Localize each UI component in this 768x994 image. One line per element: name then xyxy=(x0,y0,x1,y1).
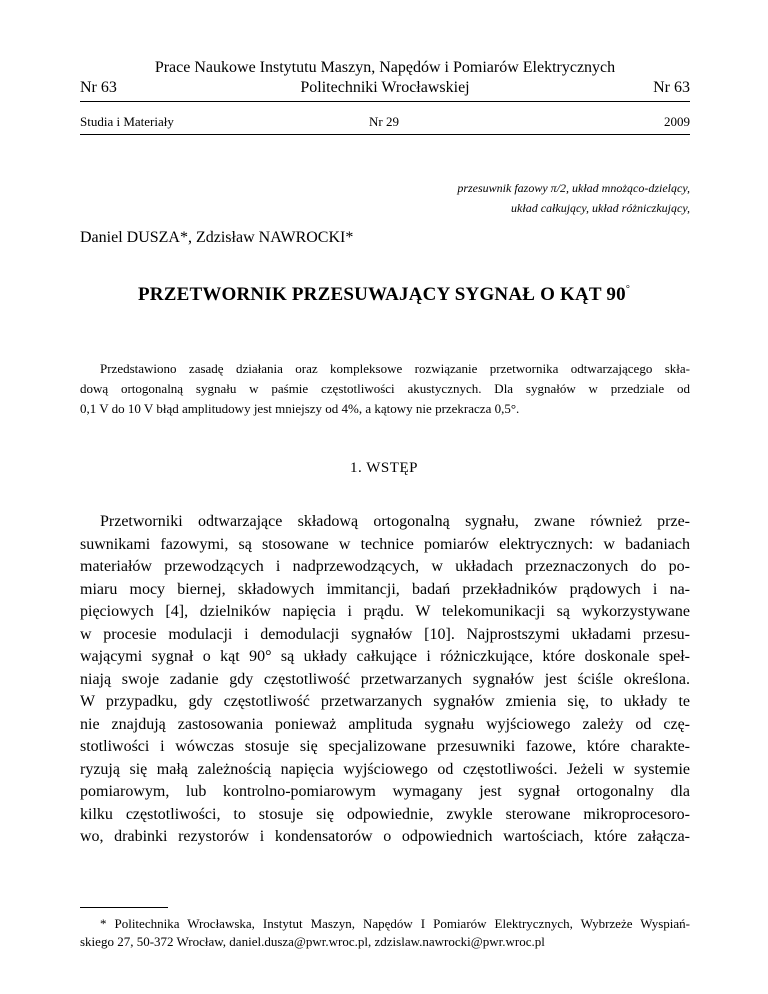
section-heading: 1. WSTĘP xyxy=(350,460,418,476)
body-line: Przetworniki odtwarzające składową ortogonalną sygnału, zwane również prze- xyxy=(100,513,690,530)
paper-title-text: PRZETWORNIK PRZESUWAJĄCY SYGNAŁ O KĄT 90 xyxy=(137,284,626,305)
body-line: wającymi sygnał o kąt 90° są układy całkujące i różniczkujące, które doskonale speł- xyxy=(80,648,690,665)
publication-year: 2009 xyxy=(664,114,690,129)
abstract-line: dową ortogonalną sygnału w paśmie częstotliwości akustycznych. Dla sygnałów w przedziale od xyxy=(80,381,690,396)
journal-title-line1: Prace Naukowe Instytutu Maszyn, Napędów i Pomiarów Elektrycznych xyxy=(154,59,616,76)
abstract-line: 0,1 V do 10 V błąd amplitudowy jest mniejszy od 4%, a kątowy nie przekracza 0,5°. xyxy=(80,401,520,416)
body-line: nie znajdują zastosowania ponieważ amplituda sygnału wyjściowego zależy od czę- xyxy=(80,715,690,733)
keywords-line1: przesuwnik fazowy π/2, układ mnożąco-dzielący, xyxy=(457,181,690,195)
footnote-line2: skiego 27, 50-372 Wrocław, daniel.dusza@pwr.wroc.pl, zdzislaw.nawrocki@pwr.wroc.pl xyxy=(80,934,545,949)
issue-number-right: Nr 63 xyxy=(653,79,690,96)
paper-title xyxy=(0,284,768,306)
keywords-line2: układ całkujący, układ różniczkujący, xyxy=(511,201,690,215)
abstract xyxy=(80,359,690,419)
series-name: Studia i Materiały xyxy=(80,114,174,129)
body-line: pięciowych [4], dzielników napięcia i prądu. W telekomunikacji są wykorzystywane xyxy=(80,603,690,620)
body-line: niają swoje zadanie gdy częstotliwość przetwarzanych sygnałów jest ściśle określona. xyxy=(80,670,690,688)
journal-title xyxy=(80,58,690,98)
body-line: wo, drabinki rezystorów i kondensatorów o odpowiednich wartościach, które załącza- xyxy=(80,828,690,845)
body-line: materiałów przewodzących i nadprzewodzących, w układach przeznaczonych do po- xyxy=(80,558,690,575)
degree-symbol: ° xyxy=(625,284,631,295)
body-line: suwnikami fazowymi, są stosowane w technice pomiarów elektrycznych: w badaniach xyxy=(80,535,690,553)
body-line: ryzują się małą zależnością napięcia wyjściowego od częstotliwości. Jeżeli w systemie xyxy=(80,760,690,778)
header-rule-bottom xyxy=(80,134,690,135)
issue-number-left: Nr 63 xyxy=(80,79,117,96)
abstract-line: Przedstawiono zasadę działania oraz kompleksowe rozwiązanie przetwornika odtwarzającego skła- xyxy=(100,361,690,376)
footnote xyxy=(80,915,690,951)
keywords xyxy=(457,178,690,218)
footnote-rule xyxy=(80,907,168,908)
body-line: kilku częstotliwości, to stosuje się odpowiednie, zwykle sterowane mikroprocesoro- xyxy=(80,805,690,823)
authors: Daniel DUSZA*, Zdzisław NAWROCKI* xyxy=(80,229,354,246)
body-line: miaru mocy biernej, składowych immitancji, badań przekładników prądowych i na- xyxy=(80,580,690,598)
body-line: w procesie modulacji i demodulacji sygnałów [10]. Najprostszymi układami przesu- xyxy=(80,625,690,643)
journal-title-line2: Politechniki Wrocławskiej xyxy=(300,79,470,96)
body-text xyxy=(80,511,690,849)
body-line: pomiarowym, lub kontrolno-pomiarowym wymagany jest sygnał ortogonalny dla xyxy=(80,783,690,800)
header-rule-top xyxy=(80,101,690,102)
series-issue: Nr 29 xyxy=(369,114,399,129)
body-line: stotliwości i wówczas stosuje się specjalizowane przesuwniki fazowe, które charakte- xyxy=(80,738,690,755)
footnote-line1: * Politechnika Wrocławska, Instytut Maszyn, Napędów I Pomiarów Elektrycznych, Wybrzeże Wyspiań- xyxy=(100,916,690,931)
body-line: W przypadku, gdy częstotliwość przetwarzanych sygnałów zmienia się, to układy te xyxy=(80,693,690,710)
